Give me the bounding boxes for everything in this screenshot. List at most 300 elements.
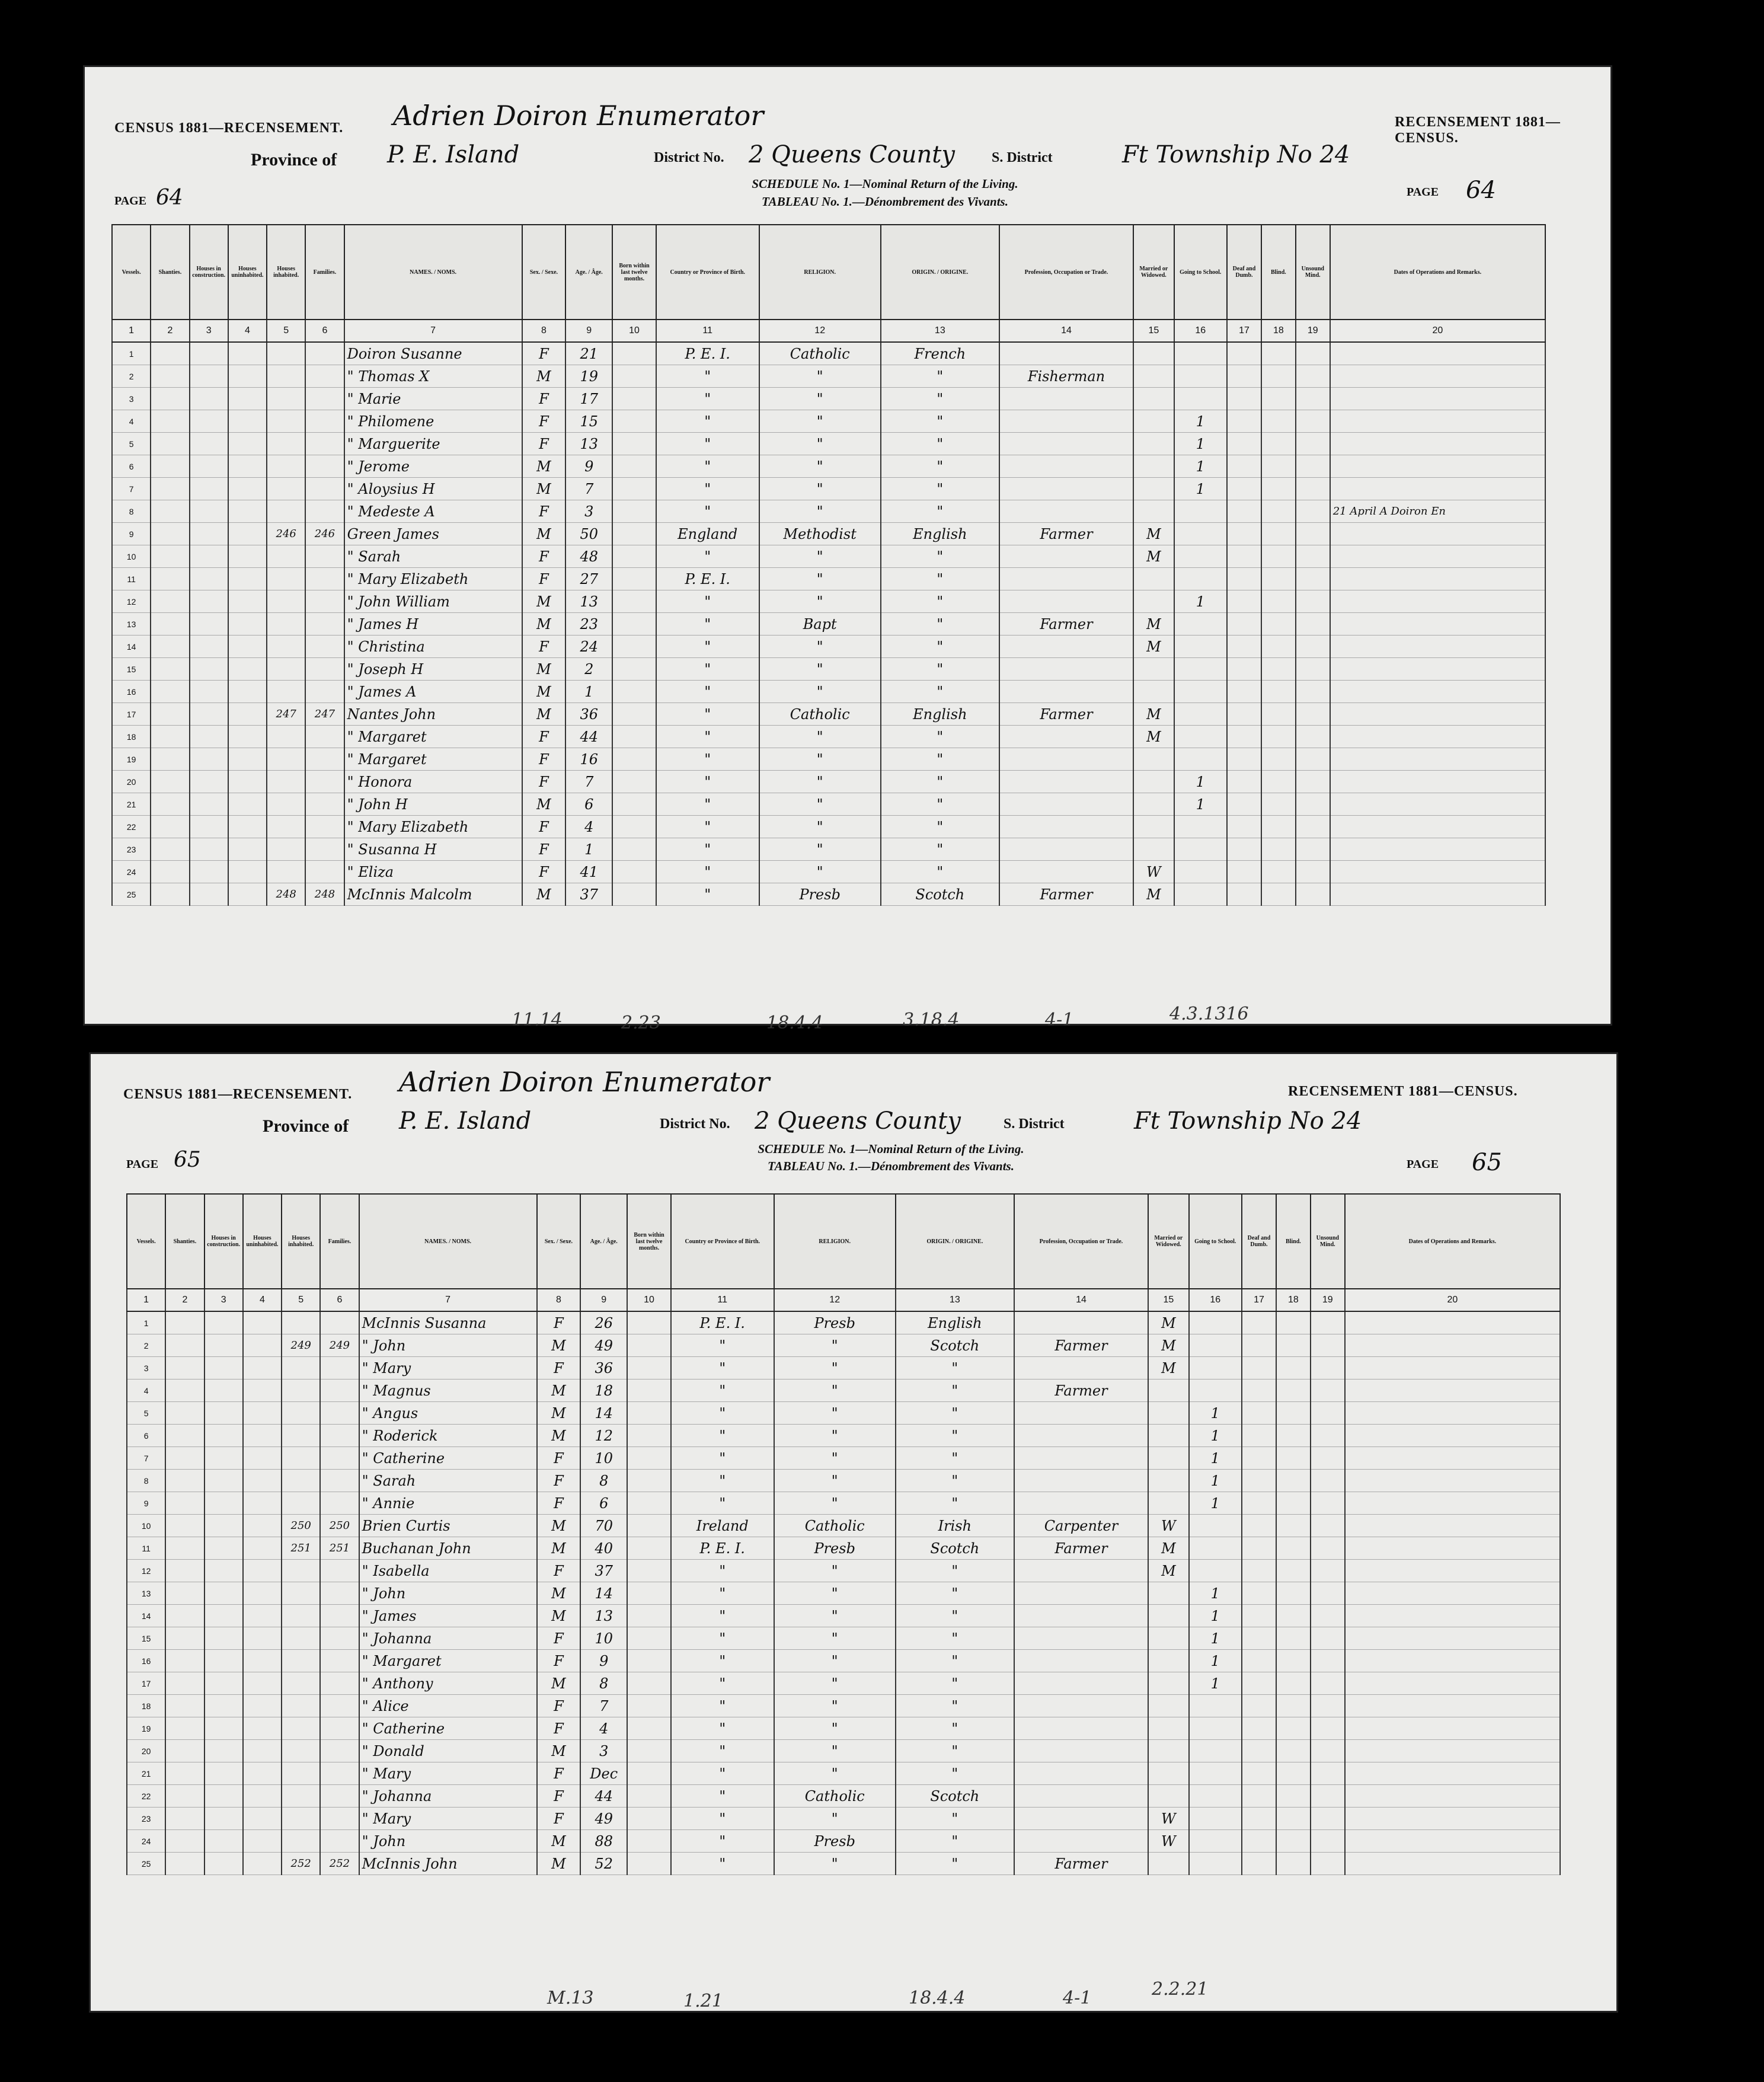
cell-family-number: 252 (320, 1853, 359, 1875)
cell-origin: " (896, 1380, 1014, 1402)
cell-school (1189, 1357, 1242, 1380)
cell-remarks (1330, 793, 1545, 816)
cell-family-number: 246 (305, 523, 344, 545)
cell-blind (1261, 478, 1296, 500)
cell-birthplace: " (656, 861, 759, 883)
cell-sex: F (537, 1357, 581, 1380)
cell-religion: " (774, 1853, 896, 1875)
cell-age: 27 (565, 568, 612, 590)
cell-deaf (1242, 1762, 1276, 1785)
cell-house-number (267, 433, 305, 455)
cell-family-number (320, 1762, 359, 1785)
cell-houses-construction (204, 1672, 243, 1695)
cell-born-last-year (612, 636, 656, 658)
cell-birthplace: " (656, 365, 759, 388)
cell-remarks (1345, 1672, 1560, 1695)
cell-school (1189, 1740, 1242, 1762)
cell-house-number (282, 1695, 320, 1717)
cell-houses-construction (190, 748, 228, 771)
cell-houses-construction (190, 726, 228, 748)
table-row (127, 1627, 1560, 1650)
cell-deaf (1227, 883, 1261, 906)
page-label-left: PAGE (114, 194, 147, 207)
cell-remarks (1345, 1311, 1560, 1334)
census-sheet-page-64 (83, 65, 1612, 1033)
cell-sex: F (522, 410, 566, 433)
cell-houses-uninhabited (243, 1357, 282, 1380)
cell-name: " Annie (359, 1492, 537, 1515)
cell-remarks (1330, 433, 1545, 455)
cell-religion: " (774, 1762, 896, 1785)
cell-vessels: 2 (112, 365, 151, 388)
cell-house-number (267, 545, 305, 568)
census-title-right: RECENSEMENT 1881—CENSUS. (1395, 114, 1561, 146)
col-shanties: Shanties. (151, 225, 189, 320)
cell-birthplace: " (671, 1785, 774, 1808)
cell-blind (1276, 1650, 1311, 1672)
cell-school (1189, 1785, 1242, 1808)
cell-profession (1014, 1740, 1148, 1762)
cell-vessels: 8 (112, 500, 151, 523)
cell-age: 37 (565, 883, 612, 906)
cell-sex: F (522, 748, 566, 771)
column-number-row: 1 2 3 4 5 6 7 8 9 10 11 12 13 14 15 16 17 18 19 20 (127, 1289, 1560, 1311)
cell-school: 1 (1189, 1627, 1242, 1650)
cell-remarks (1345, 1357, 1560, 1380)
cell-profession (1014, 1582, 1148, 1605)
cell-blind (1261, 523, 1296, 545)
cell-vessels: 1 (112, 342, 151, 365)
cell-origin: " (896, 1808, 1014, 1830)
cell-remarks (1345, 1830, 1560, 1853)
cell-profession (999, 478, 1133, 500)
cell-vessels: 22 (127, 1785, 165, 1808)
cell-family-number (320, 1447, 359, 1470)
table-row (127, 1672, 1560, 1695)
enumerator-name: Adrien Doiron Enumerator (393, 100, 764, 132)
cell-married (1148, 1380, 1188, 1402)
cell-sex: M (537, 1853, 581, 1875)
cell-age: 9 (565, 455, 612, 478)
table-row (127, 1717, 1560, 1740)
cell-name: " Eliza (344, 861, 522, 883)
cell-origin: " (896, 1672, 1014, 1695)
cell-sex: M (537, 1740, 581, 1762)
cell-profession (999, 388, 1133, 410)
cell-houses-uninhabited (243, 1492, 282, 1515)
cell-shanties (151, 658, 189, 681)
cell-blind (1261, 771, 1296, 793)
cell-religion: " (774, 1357, 896, 1380)
cell-born-last-year (612, 388, 656, 410)
cell-unsound (1311, 1425, 1345, 1447)
cell-family-number (305, 658, 344, 681)
cell-sex: F (522, 342, 566, 365)
cell-vessels: 19 (112, 748, 151, 771)
cell-born-last-year (627, 1853, 671, 1875)
cell-remarks (1345, 1515, 1560, 1537)
cell-remarks (1330, 681, 1545, 703)
cell-profession (1014, 1357, 1148, 1380)
cell-religion: " (774, 1627, 896, 1650)
province-label: Province of (251, 150, 337, 170)
cell-name: Buchanan John (359, 1537, 537, 1560)
tally-mark: 2.23 (621, 1013, 661, 1033)
cell-house-number (282, 1605, 320, 1627)
cell-vessels: 5 (112, 433, 151, 455)
cell-deaf (1242, 1672, 1276, 1695)
cell-married (1133, 838, 1174, 861)
col-unsound: Unsound Mind. (1296, 225, 1330, 320)
cell-deaf (1227, 545, 1261, 568)
cell-age: 13 (580, 1605, 627, 1627)
cell-vessels: 20 (112, 771, 151, 793)
cell-married: W (1148, 1830, 1188, 1853)
cell-married: M (1148, 1357, 1188, 1380)
cell-profession (1014, 1808, 1148, 1830)
cell-born-last-year (627, 1402, 671, 1425)
cell-shanties (165, 1717, 204, 1740)
cell-married (1148, 1853, 1188, 1875)
cell-houses-construction (204, 1627, 243, 1650)
cell-religion: " (774, 1470, 896, 1492)
cell-unsound (1296, 681, 1330, 703)
cell-school (1174, 861, 1227, 883)
cell-family-number: 248 (305, 883, 344, 906)
cell-school: 1 (1189, 1605, 1242, 1627)
cell-deaf (1242, 1311, 1276, 1334)
cell-house-number (267, 455, 305, 478)
cell-married (1148, 1492, 1188, 1515)
cell-house-number (267, 365, 305, 388)
cell-house-number (267, 793, 305, 816)
cell-birthplace: " (656, 433, 759, 455)
cell-remarks (1330, 478, 1545, 500)
cell-married (1133, 342, 1174, 365)
cell-deaf (1227, 388, 1261, 410)
cell-shanties (165, 1492, 204, 1515)
cell-houses-construction (204, 1470, 243, 1492)
cell-sex: F (522, 545, 566, 568)
cell-married (1148, 1785, 1188, 1808)
cell-profession (1014, 1627, 1148, 1650)
cell-shanties (151, 703, 189, 726)
cell-religion: Catholic (774, 1785, 896, 1808)
table-row (127, 1334, 1560, 1357)
table-row (127, 1808, 1560, 1830)
census-title-right: RECENSEMENT 1881—CENSUS. (1288, 1084, 1518, 1099)
cell-family-number (305, 681, 344, 703)
cell-unsound (1296, 793, 1330, 816)
cell-sex: M (537, 1380, 581, 1402)
cell-family-number (320, 1605, 359, 1627)
cell-houses-uninhabited (228, 658, 267, 681)
cell-remarks (1345, 1492, 1560, 1515)
cell-born-last-year (627, 1650, 671, 1672)
cell-remarks (1330, 703, 1545, 726)
cell-born-last-year (627, 1447, 671, 1470)
cell-born-last-year (612, 771, 656, 793)
cell-houses-uninhabited (243, 1447, 282, 1470)
cell-house-number (282, 1447, 320, 1470)
cell-religion: " (774, 1605, 896, 1627)
cell-profession (999, 410, 1133, 433)
cell-age: 16 (565, 748, 612, 771)
cell-sex: F (522, 568, 566, 590)
cell-remarks (1330, 658, 1545, 681)
cell-houses-construction (190, 568, 228, 590)
cell-married: M (1148, 1334, 1188, 1357)
cell-family-number (320, 1808, 359, 1830)
cell-birthplace: Ireland (671, 1515, 774, 1537)
cell-remarks (1330, 365, 1545, 388)
cell-religion: " (774, 1650, 896, 1672)
cell-houses-uninhabited (228, 771, 267, 793)
cell-remarks (1345, 1785, 1560, 1808)
cell-vessels: 9 (112, 523, 151, 545)
cell-school (1174, 636, 1227, 658)
cell-profession (999, 433, 1133, 455)
cell-profession: Farmer (1014, 1380, 1148, 1402)
cell-sex: M (537, 1582, 581, 1605)
cell-houses-uninhabited (228, 793, 267, 816)
cell-profession (1014, 1492, 1148, 1515)
cell-born-last-year (627, 1740, 671, 1762)
cell-school (1174, 816, 1227, 838)
cell-born-last-year (612, 613, 656, 636)
table-row (127, 1830, 1560, 1853)
cell-houses-construction (190, 681, 228, 703)
cell-unsound (1296, 365, 1330, 388)
cell-deaf (1227, 658, 1261, 681)
table-row (112, 658, 1545, 681)
cell-houses-construction (204, 1830, 243, 1853)
census-rows (127, 1311, 1560, 1875)
cell-shanties (165, 1762, 204, 1785)
cell-shanties (151, 545, 189, 568)
cell-religion: " (759, 365, 881, 388)
table-row (127, 1740, 1560, 1762)
cell-remarks (1330, 342, 1545, 365)
census-title-left: CENSUS 1881—RECENSEMENT. (123, 1087, 353, 1102)
cell-vessels: 4 (112, 410, 151, 433)
cell-profession (999, 636, 1133, 658)
cell-houses-uninhabited (243, 1627, 282, 1650)
cell-deaf (1242, 1492, 1276, 1515)
cell-shanties (151, 861, 189, 883)
cell-shanties (151, 771, 189, 793)
cell-profession (1014, 1672, 1148, 1695)
cell-sex: M (522, 793, 566, 816)
cell-school (1174, 748, 1227, 771)
cell-shanties (165, 1853, 204, 1875)
col-age: Age. / Âge. (580, 1194, 627, 1289)
cell-blind (1276, 1334, 1311, 1357)
cell-religion: Presb (774, 1830, 896, 1853)
cell-blind (1261, 883, 1296, 906)
cell-profession: Fisherman (999, 365, 1133, 388)
cell-deaf (1227, 861, 1261, 883)
cell-deaf (1227, 838, 1261, 861)
cell-house-number: 252 (282, 1853, 320, 1875)
cell-houses-construction (190, 365, 228, 388)
subdistrict-value: Ft Township No 24 (1134, 1107, 1362, 1135)
cell-name: " Mary Elizabeth (344, 568, 522, 590)
cell-married (1133, 455, 1174, 478)
cell-birthplace: " (671, 1605, 774, 1627)
cell-born-last-year (627, 1425, 671, 1447)
cell-school (1189, 1695, 1242, 1717)
cell-family-number (320, 1717, 359, 1740)
cell-married (1148, 1402, 1188, 1425)
cell-blind (1276, 1762, 1311, 1785)
tally-mark: 3.18.4 (903, 1010, 960, 1030)
cell-origin: " (881, 726, 999, 748)
cell-birthplace: P. E. I. (671, 1311, 774, 1334)
cell-vessels: 14 (127, 1605, 165, 1627)
cell-origin: " (881, 793, 999, 816)
cell-profession: Farmer (999, 883, 1133, 906)
cell-profession (999, 748, 1133, 771)
cell-profession (999, 658, 1133, 681)
cell-religion: Catholic (759, 342, 881, 365)
table-row (127, 1762, 1560, 1785)
cell-houses-construction (190, 388, 228, 410)
table-row (112, 523, 1545, 545)
cell-vessels: 5 (127, 1402, 165, 1425)
cell-house-number (282, 1627, 320, 1650)
cell-birthplace: " (671, 1582, 774, 1605)
cell-house-number (267, 636, 305, 658)
cell-blind (1276, 1357, 1311, 1380)
cell-school: 1 (1189, 1492, 1242, 1515)
cell-origin: " (881, 545, 999, 568)
cell-school: 1 (1174, 478, 1227, 500)
cell-profession (1014, 1447, 1148, 1470)
col-religion: RELIGION. (759, 225, 881, 320)
cell-birthplace: " (671, 1492, 774, 1515)
col-houses-uninhabited: Houses uninhabited. (243, 1194, 282, 1289)
cell-sex: M (537, 1402, 581, 1425)
cell-vessels: 1 (127, 1311, 165, 1334)
cell-school: 1 (1174, 590, 1227, 613)
cell-houses-construction (204, 1785, 243, 1808)
cell-profession (999, 771, 1133, 793)
cell-house-number: 251 (282, 1537, 320, 1560)
cell-house-number (267, 838, 305, 861)
cell-profession (1014, 1717, 1148, 1740)
cell-married (1133, 816, 1174, 838)
cell-shanties (165, 1311, 204, 1334)
cell-remarks (1345, 1808, 1560, 1830)
cell-family-number (320, 1740, 359, 1762)
cell-remarks (1330, 816, 1545, 838)
cell-deaf (1242, 1402, 1276, 1425)
cell-blind (1276, 1311, 1311, 1334)
cell-unsound (1311, 1357, 1345, 1380)
cell-remarks (1345, 1740, 1560, 1762)
cell-age: 48 (565, 545, 612, 568)
cell-vessels: 6 (112, 455, 151, 478)
cell-shanties (165, 1695, 204, 1717)
tally-mark: 2.2.21 (1152, 1979, 1209, 2000)
cell-religion: " (759, 410, 881, 433)
cell-profession (1014, 1695, 1148, 1717)
cell-houses-uninhabited (228, 455, 267, 478)
cell-profession: Farmer (999, 703, 1133, 726)
cell-age: 88 (580, 1830, 627, 1853)
cell-shanties (165, 1582, 204, 1605)
cell-deaf (1227, 613, 1261, 636)
cell-religion: " (759, 500, 881, 523)
table-row (127, 1650, 1560, 1672)
cell-religion: " (759, 771, 881, 793)
cell-born-last-year (612, 478, 656, 500)
cell-deaf (1242, 1470, 1276, 1492)
cell-deaf (1227, 726, 1261, 748)
cell-married (1133, 590, 1174, 613)
cell-school (1174, 726, 1227, 748)
cell-origin: " (896, 1740, 1014, 1762)
table-row (112, 681, 1545, 703)
table-row (112, 500, 1545, 523)
cell-profession (1014, 1425, 1148, 1447)
cell-birthplace: " (656, 613, 759, 636)
cell-birthplace: " (671, 1334, 774, 1357)
cell-house-number (282, 1830, 320, 1853)
cell-deaf (1227, 590, 1261, 613)
cell-blind (1261, 590, 1296, 613)
cell-profession (1014, 1402, 1148, 1425)
table-row (112, 771, 1545, 793)
table-row (127, 1380, 1560, 1402)
cell-school (1189, 1830, 1242, 1853)
cell-houses-uninhabited (243, 1582, 282, 1605)
cell-age: 23 (565, 613, 612, 636)
cell-shanties (165, 1650, 204, 1672)
cell-remarks (1345, 1762, 1560, 1785)
cell-origin: " (896, 1582, 1014, 1605)
cell-name: " Margaret (344, 748, 522, 771)
cell-unsound (1311, 1470, 1345, 1492)
cell-house-number (282, 1740, 320, 1762)
cell-sex: F (537, 1447, 581, 1470)
cell-name: " John William (344, 590, 522, 613)
cell-school (1174, 681, 1227, 703)
cell-name: " Marie (344, 388, 522, 410)
cell-married (1133, 500, 1174, 523)
cell-name: " John H (344, 793, 522, 816)
cell-houses-uninhabited (228, 545, 267, 568)
col-birthplace: Country or Province of Birth. (671, 1194, 774, 1289)
cell-birthplace: " (671, 1762, 774, 1785)
cell-houses-construction (204, 1695, 243, 1717)
cell-religion: " (759, 590, 881, 613)
cell-born-last-year (612, 861, 656, 883)
cell-birthplace: " (656, 545, 759, 568)
cell-shanties (151, 478, 189, 500)
cell-born-last-year (612, 681, 656, 703)
cell-school (1174, 658, 1227, 681)
cell-remarks (1345, 1853, 1560, 1875)
cell-religion: " (759, 838, 881, 861)
cell-blind (1276, 1515, 1311, 1537)
cell-remarks (1330, 726, 1545, 748)
cell-house-number (282, 1402, 320, 1425)
cell-profession (1014, 1311, 1148, 1334)
cell-born-last-year (612, 793, 656, 816)
cell-shanties (151, 500, 189, 523)
